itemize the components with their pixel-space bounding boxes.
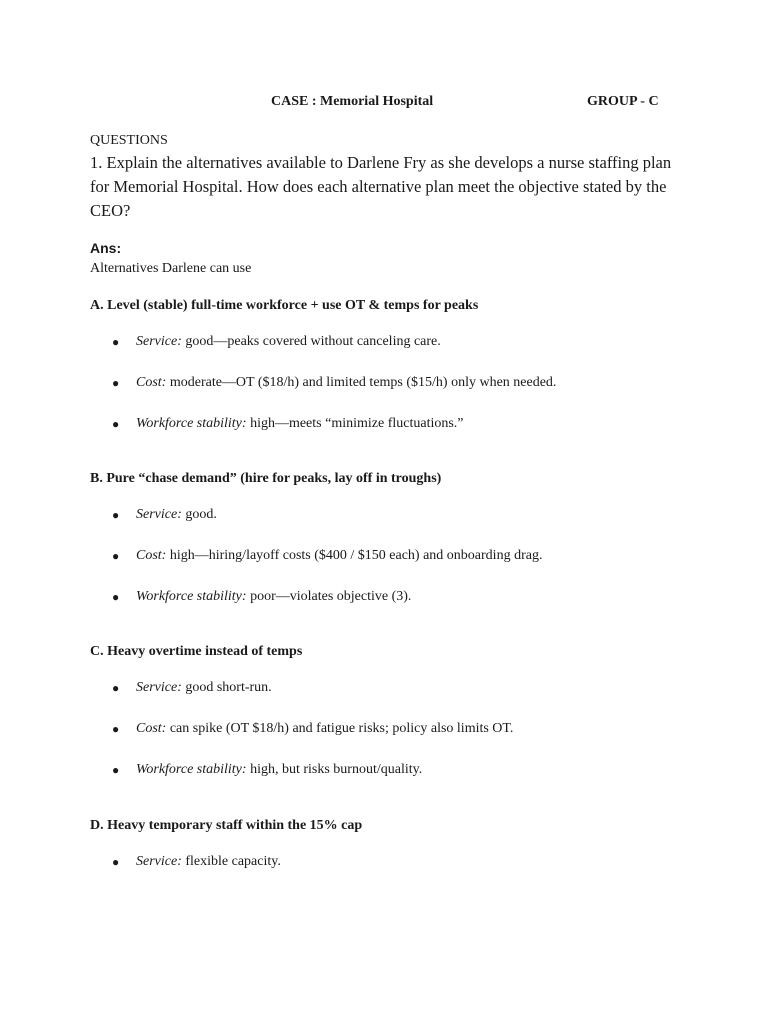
- bullet-term: Workforce stability:: [136, 762, 247, 777]
- answer-intro: Alternatives Darlene can use: [90, 261, 252, 276]
- document-body: [90, 131, 690, 872]
- section-a: [90, 296, 690, 434]
- bullet-text: high—meets “minimize fluctuations.”: [246, 416, 464, 431]
- section-c: [90, 642, 690, 780]
- group-label: GROUP - C: [587, 94, 659, 109]
- bullet-list: [90, 678, 690, 780]
- list-item: [90, 546, 690, 566]
- section-title: D. Heavy temporary staff within the 15% cap: [90, 818, 363, 833]
- bullet-term: Cost:: [136, 375, 167, 390]
- bullet-term: Service:: [136, 334, 182, 349]
- bullet-icon: ●: [112, 763, 120, 777]
- case-title: CASE : Memorial Hospital: [271, 94, 434, 109]
- bullet-term: Workforce stability:: [136, 589, 247, 604]
- section-d: [90, 816, 690, 872]
- bullet-term: Service:: [136, 854, 182, 869]
- list-item: [90, 678, 690, 698]
- bullet-icon: ●: [112, 590, 120, 604]
- bullet-text: good.: [181, 507, 217, 522]
- bullet-text: high—hiring/layoff costs ($400 / $150 each) and onboarding drag.: [166, 548, 543, 563]
- section-title: B. Pure “chase demand” (hire for peaks, lay off in troughs): [90, 471, 442, 486]
- bullet-icon: ●: [112, 376, 120, 390]
- document-header: [0, 94, 768, 114]
- bullet-text: poor—violates objective (3).: [246, 589, 412, 604]
- bullet-icon: ●: [112, 549, 120, 563]
- bullet-text: can spike (OT $18/h) and fatigue risks; policy also limits OT.: [166, 721, 514, 736]
- bullet-icon: ●: [112, 335, 120, 349]
- bullet-term: Service:: [136, 507, 182, 522]
- list-item: [90, 332, 690, 352]
- bullet-text: high, but risks burnout/quality.: [246, 762, 423, 777]
- bullet-list: [90, 852, 690, 872]
- bullet-text: good—peaks covered without canceling care.: [181, 334, 441, 349]
- list-item: [90, 852, 690, 872]
- bullet-term: Service:: [136, 680, 182, 695]
- section-title: A. Level (stable) full-time workforce + use OT & temps for peaks: [90, 298, 479, 313]
- bullet-term: Cost:: [136, 721, 167, 736]
- question-1: 1. Explain the alternatives available to Darlene Fry as she develops a nurse staffing plan for Memorial Hospital. How does each alternative plan meet the objective stated by the CEO?: [90, 153, 672, 220]
- list-item: [90, 505, 690, 525]
- bullet-icon: ●: [112, 417, 120, 431]
- section-title: C. Heavy overtime instead of temps: [90, 644, 303, 659]
- bullet-text: good short-run.: [181, 680, 272, 695]
- bullet-text: moderate—OT ($18/h) and limited temps ($15/h) only when needed.: [166, 375, 557, 390]
- questions-label: QUESTIONS: [90, 133, 168, 148]
- section-b: [90, 469, 690, 607]
- bullet-list: [90, 332, 690, 434]
- list-item: [90, 760, 690, 780]
- answer-label: Ans:: [90, 240, 122, 256]
- bullet-icon: ●: [112, 722, 120, 736]
- list-item: [90, 587, 690, 607]
- list-item: [90, 373, 690, 393]
- bullet-term: Cost:: [136, 548, 167, 563]
- bullet-list: [90, 505, 690, 607]
- bullet-icon: ●: [112, 681, 120, 695]
- bullet-icon: ●: [112, 855, 120, 869]
- list-item: [90, 414, 690, 434]
- list-item: [90, 719, 690, 739]
- bullet-term: Workforce stability:: [136, 416, 247, 431]
- bullet-icon: ●: [112, 508, 120, 522]
- bullet-text: flexible capacity.: [181, 854, 281, 869]
